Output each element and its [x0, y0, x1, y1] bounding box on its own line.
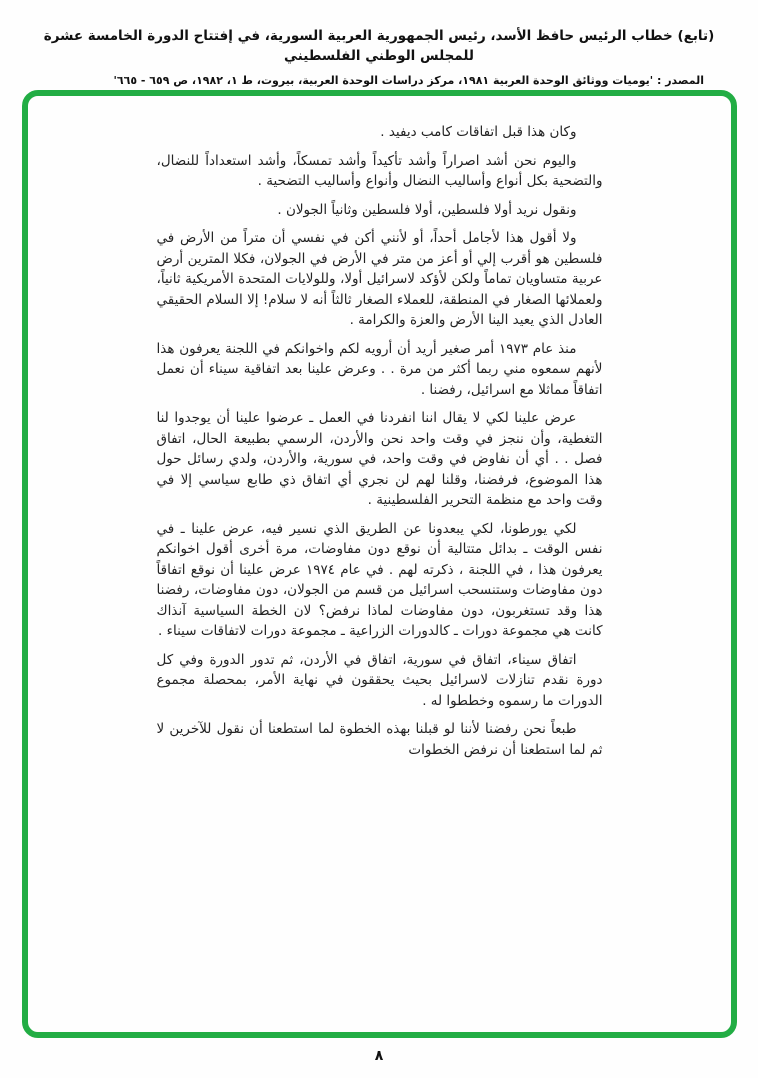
page-number: ٨: [374, 1048, 384, 1064]
paragraph-2: واليوم نحن أشد اصراراً وأشد تأكيداً وأشد تمسكاً، وأشد استعداداً للنضال، والتضحية بكل أنواع وأساليب النضال وأنواع وأساليب التضحية .: [156, 152, 603, 189]
content-border-frame: [22, 90, 737, 1038]
source-citation-line: المصدر : 'يوميات ووثائق الوحدة العربية ١٩٨١، مركز دراسات الوحدة العربية، بيروت، ط ١، ١٩٨٢، ص ٦٥٩ - ٦٦٥': [113, 74, 704, 87]
paragraph-9: طبعاً نحن رفضنا لأننا لو قبلنا بهذه الخطوة لما استطعنا أن نقول للآخرين لا ثم لما استطعنا أن نرفض الخطوات: [156, 721, 603, 758]
paragraph-7: لكي يورطونا، لكي يبعدونا عن الطريق الذي نسير فيه، عرض علينا ـ في نفس الوقت ـ بدائل متتالية أن نوقع دون مفاوضات، مرة أخرى أقول اخوانكم يعرفون هذا ، في اللجنة ، ذكرته لهم . في عام ١٩٧٤ عرض علينا أن نوقع اتفاقاً دون مفاوضات وستنسحب اسرائيل من قسم من الجولان، دون مفاوضات، رفضنا هذا وقد تستغربون، دون مفاوضات لماذا نرفض؟ لان الخطة السياسية آنذاك كانت هي مجموعة دورات ـ كالدورات الزراعية ـ مجموعة دورات لاتفاقات سيناء .: [156, 520, 603, 639]
paragraph-5: منذ عام ١٩٧٣ أمر صغير أريد أن أرويه لكم واخوانكم في اللجنة يعرفون هذا لأنهم سمعوه مني ربما أكثر من مرة . . وعرض علينا بعد اتفاقية سيناء أن نعمل اتفاقاً مماثلا مع اسرائيل، رفضنا .: [156, 340, 603, 398]
paragraph-8: اتفاق سيناء، اتفاق في سورية، اتفاق في الأردن، ثم تدور الدورة وفي كل دورة نقدم تنازلات لاسرائيل بحيث يحققون في نهاية الأمر، بمحصلة مجموع الدورات ما رسموه وخططوا له .: [156, 651, 603, 709]
paragraph-6: عرض علينا لكي لا يقال اننا انفردنا في العمل ـ عرضوا علينا أن يوجدوا لنا التغطية، وأن ننجز في وقت واحد نحن والأردن، الرسمي بطبيعة الحال، اتفاق فصل . . أي أن نفاوض في وقت واحد، في سورية، والأردن، ولدي رسائل حول هذا الموضوع، فرفضنا، وقلنا لهم لن نجري أي اتفاق ذي طابع سياسي إلا في وقت واحد مع منظمة التحرير الفلسطينية .: [156, 410, 603, 508]
document-header: [20, 26, 738, 88]
paragraph-1: وكان هذا قبل اتفاقات كامب ديفيد .: [380, 124, 577, 140]
paragraph-4: ولا أقول هذا لأجامل أحداً، أو لأنني أكن في نفسي أن متراً من الأرض في فلسطين هو أقرب إلي أو أعز من متر في الأرض في الجولان، فكلا المترين أرض عربية متساويان تماماً ولكن لأؤكد لاسرائيل أولا، وللولايات المتحدة الأمريكية ثانياً، ولعملائها الصغار في المنطقة، للعملاء الصغار ثالثاً أنه لا سلام! إلا السلام الحقيقي العادل الذي يعيد الينا الأرض والعزة والكرامة .: [156, 230, 603, 328]
paragraph-3: ونقول نريد أولا فلسطين، أولا فلسطين وثانياً الجولان .: [277, 201, 577, 218]
speech-text-column: [157, 122, 603, 760]
document-title: (تابع) خطاب الرئيس حافظ الأسد، رئيس الجمهورية العربية السورية، في إفتتاح الدورة الخامسة عشرة للمجلس الوطني الفلسطيني: [43, 28, 715, 64]
